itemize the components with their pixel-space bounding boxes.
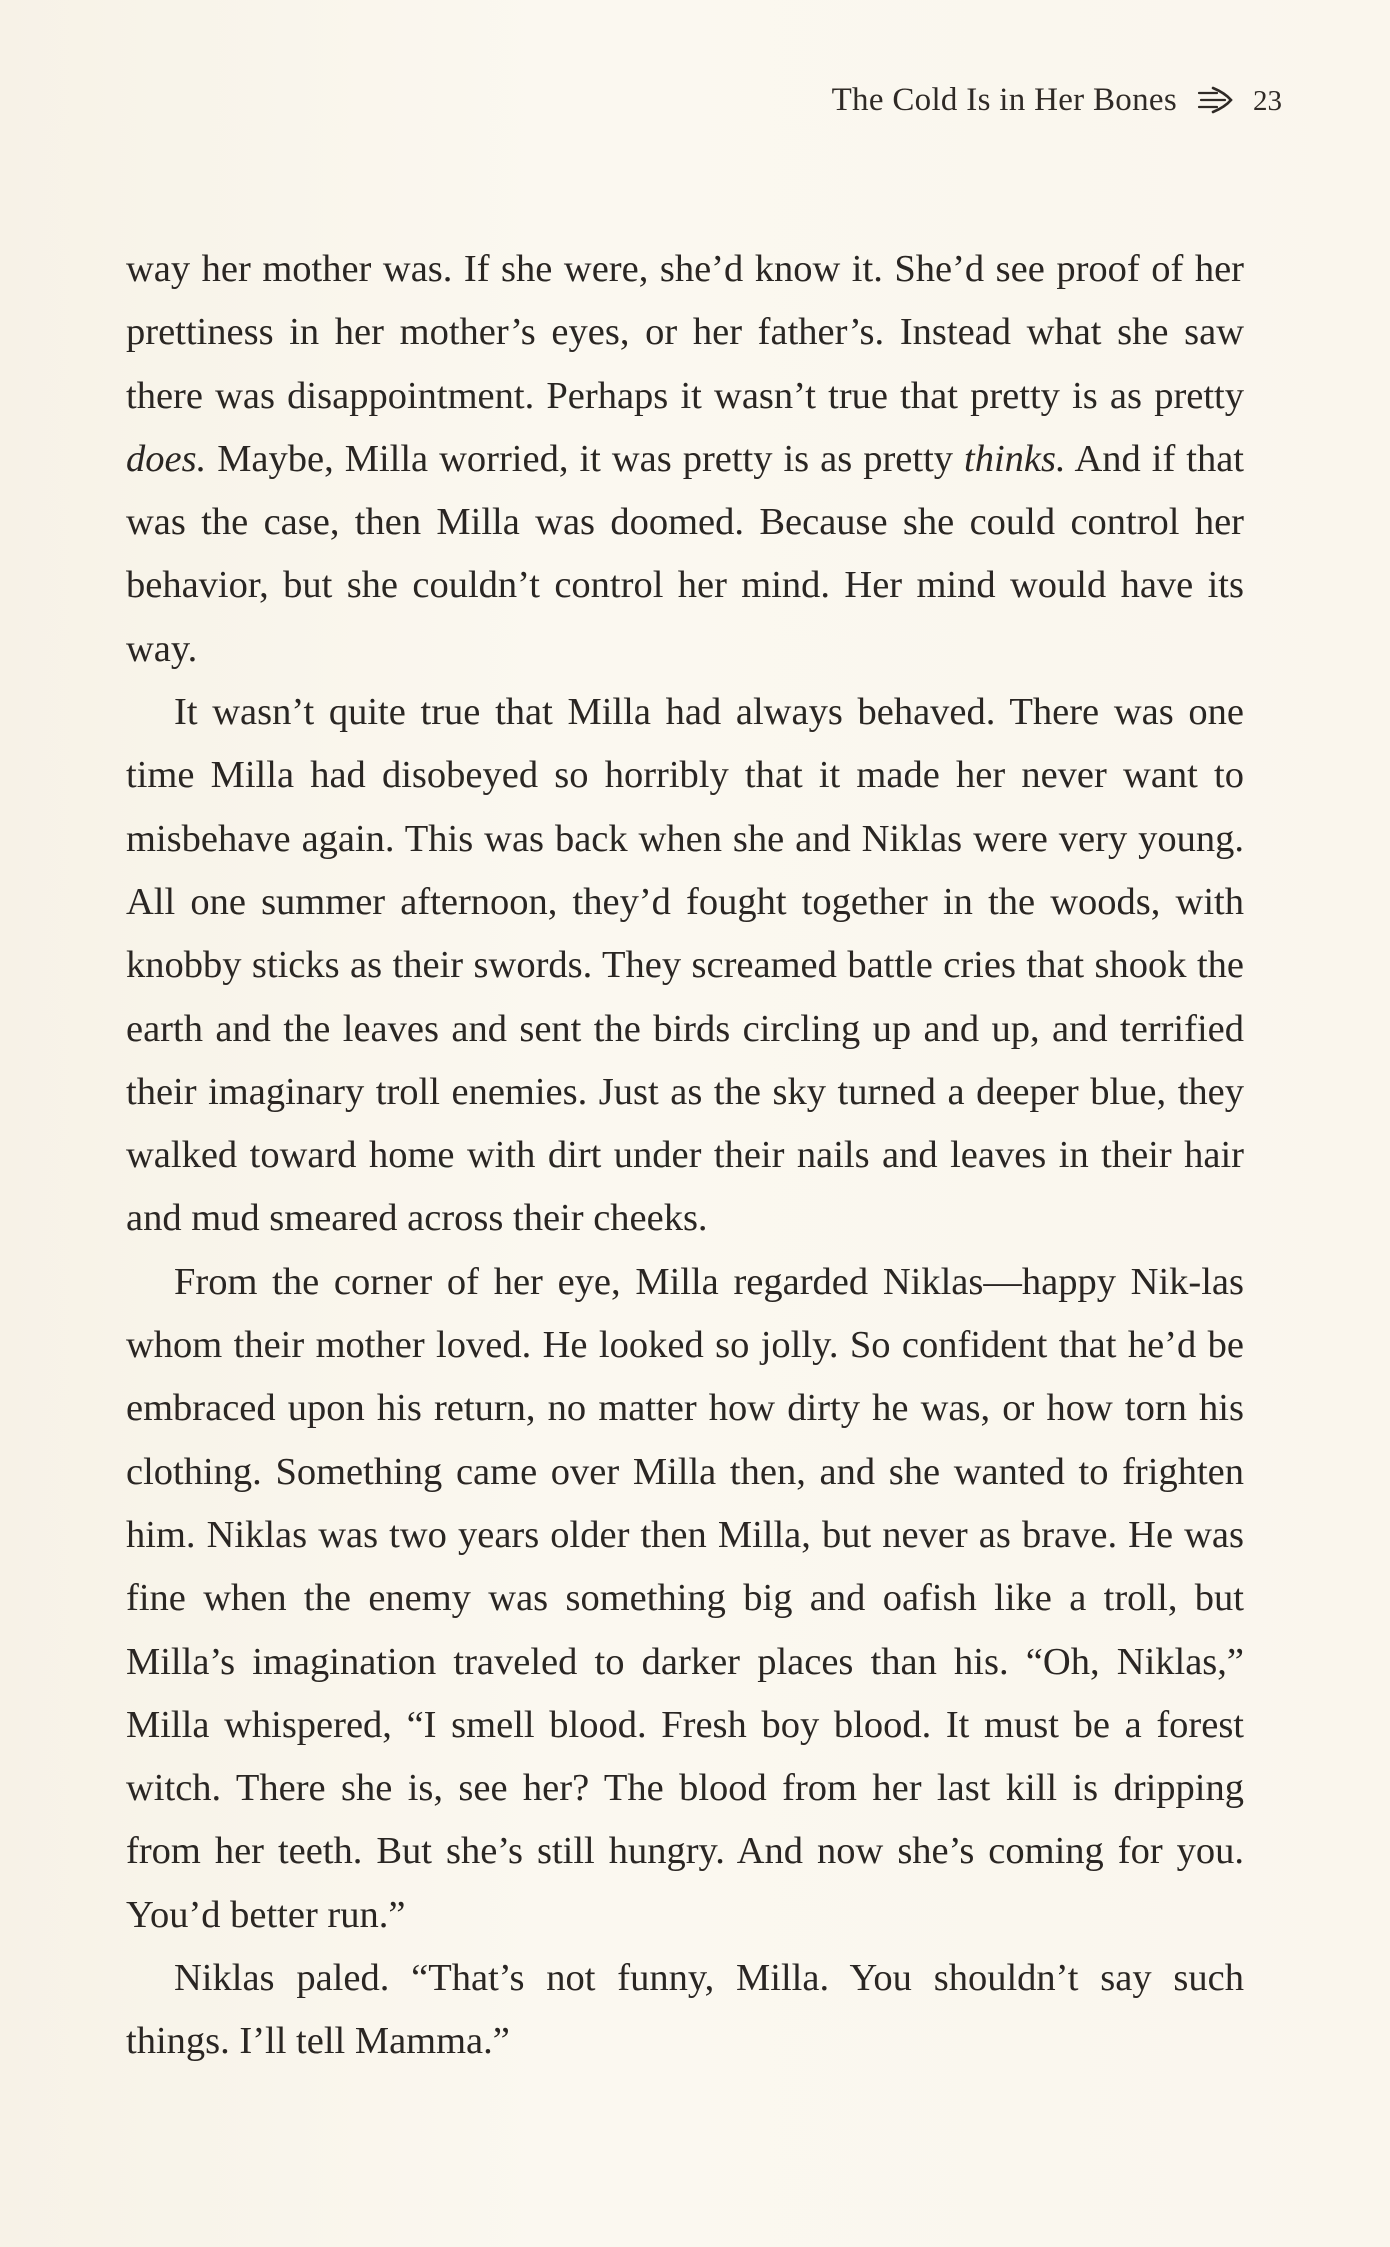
paragraph: [126, 238, 1244, 681]
text-run: Niklas paled. “That’s not funny, Milla. You shouldn’t say such things. I’ll tell Mamma.”: [126, 1957, 1244, 2063]
text-run: Maybe, Milla worried, it was pretty is as pretty: [206, 437, 965, 480]
running-title: The Cold Is in Her Bones: [831, 82, 1177, 118]
page-number: 23: [1253, 85, 1282, 117]
text-run: way her mother was. If she were, she’d know it. She’d see proof of her prettiness in her mother’s eyes, or her father’s. Instead what she saw there was disappointment. Perhaps it wasn’t true that pretty is as pretty: [126, 248, 1244, 417]
text-run: And if that was the case, then Milla was doomed. Because she could control her behavior, but she couldn’t control her mind. Her mind would have its way.: [126, 437, 1245, 670]
paragraph: [126, 1251, 1244, 1947]
arrow-right-ornament-icon: [1195, 84, 1235, 116]
text-run: From the corner of her eye, Milla regarded Niklas—happy Nik-las whom their mother loved. He looked so jolly. So confident that he’d be embraced upon his return, no matter how dirty he was, or how torn his clothing. Something came over Milla then, and she wanted to frighten him. Niklas was two years older then Milla, but never as brave. He was fine when the enemy was something big and oafish like a troll, but Milla’s imagination traveled to darker places than his. “Oh, Niklas,” Milla whispered, “I smell blood. Fresh boy blood. It must be a forest witch. There she is, see her? The blood from her last kill is dripping from her teeth. But she’s still hungry. And now she’s coming for you. You’d better run.”: [126, 1260, 1244, 1936]
paragraph: [126, 1947, 1244, 2074]
body-text: [126, 238, 1244, 2074]
italic-run: does.: [126, 437, 207, 480]
paragraph: [126, 681, 1244, 1251]
italic-run: thinks.: [964, 437, 1066, 480]
running-head: [832, 78, 1282, 119]
text-run: It wasn’t quite true that Milla had always behaved. There was one time Milla had disobeyed so horribly that it made her never want to misbehave again. This was back when she and Niklas were very young. All one summer afternoon, they’d fought together in the woods, with knobby sticks as their swords. They screamed battle cries that shook the earth and the leaves and sent the birds circling up and up, and terrified their imaginary troll enemies. Just as the sky turned a deeper blue, they walked toward home with dirt under their nails and leaves in their hair and mud smeared across their cheeks.: [126, 691, 1244, 1240]
